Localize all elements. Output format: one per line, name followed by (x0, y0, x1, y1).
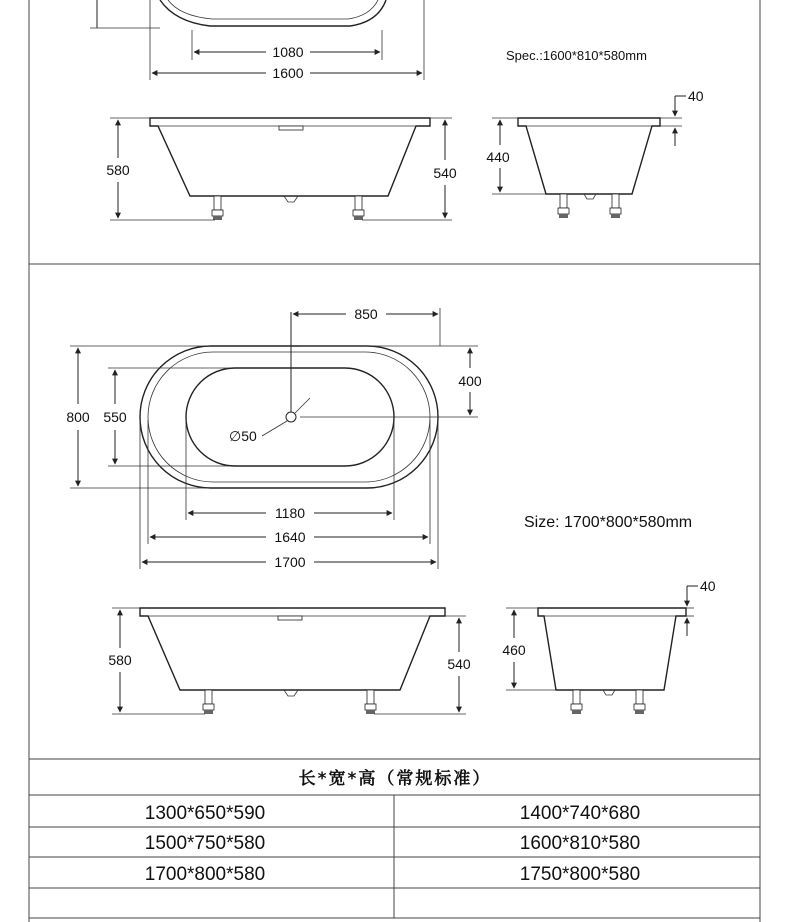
upper-side-view (106, 118, 457, 220)
dim-outer-width: 800 (66, 409, 90, 425)
dim-body-height: 540 (447, 656, 471, 672)
table-cell: 1700*800*580 (144, 864, 266, 885)
table-cell: 1750*800*580 (519, 864, 641, 885)
dim-rim-length: 1640 (274, 529, 306, 545)
upper-end-view (486, 88, 703, 218)
dim-inner-length: 1080 (272, 44, 304, 60)
table-header: 长*宽*高（常规标准） (298, 769, 492, 789)
table-cell: 1400*740*680 (519, 803, 641, 824)
dim-end-height: 440 (486, 149, 510, 165)
dim-total-height: 580 (106, 162, 130, 178)
lower-top-view (66, 306, 482, 570)
dim-rim-thickness: 40 (700, 578, 716, 594)
dim-outer-length: 1600 (272, 65, 304, 81)
dim-drain-offset: 850 (354, 306, 378, 322)
table-cell: 1300*650*590 (144, 803, 266, 824)
lower-end-view (502, 578, 715, 714)
lower-side-view (108, 608, 471, 714)
dim-total-height: 580 (108, 652, 132, 668)
dim-inner-length: 1180 (274, 505, 306, 521)
lower-spec-label: Size: 1700*800*580mm (524, 514, 693, 531)
dim-drain-diameter: ∅50 (229, 428, 257, 444)
dim-outer-length: 1700 (274, 554, 306, 570)
dim-rim-thickness: 40 (688, 88, 704, 104)
size-table (29, 768, 760, 918)
upper-spec-label: Spec.:1600*810*580mm (506, 48, 647, 63)
upper-top-view (90, 0, 424, 81)
dim-body-height: 540 (433, 165, 457, 181)
table-cell: 1500*750*580 (144, 833, 266, 854)
table-cell: 1600*810*580 (519, 833, 641, 854)
dim-drain-center: 400 (458, 373, 482, 389)
dim-inner-width: 550 (103, 409, 127, 425)
dim-end-height: 460 (502, 642, 526, 658)
